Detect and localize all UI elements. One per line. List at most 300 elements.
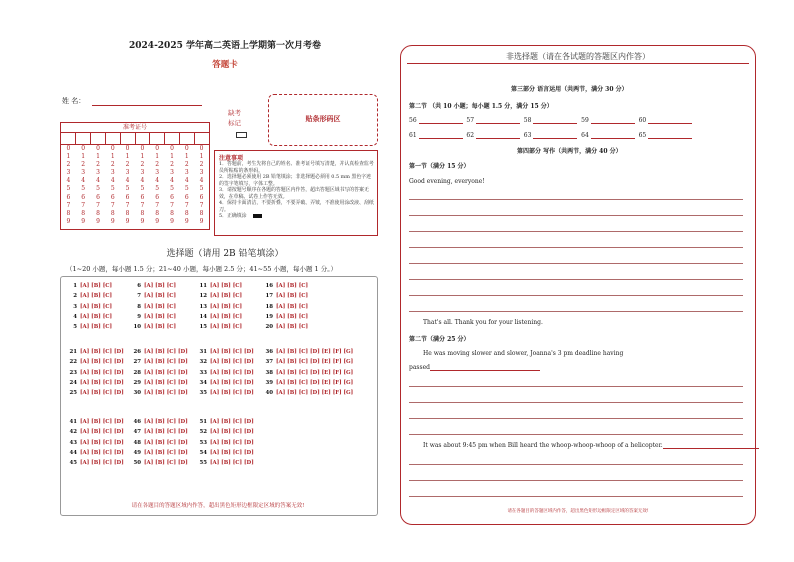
digit-bubble[interactable]: 7 (66, 201, 71, 209)
digit-bubble[interactable]: 8 (110, 209, 115, 217)
digit-bubble[interactable]: 1 (96, 153, 100, 161)
digit-box[interactable] (61, 132, 76, 144)
option-bubbles[interactable]: [A] [B] [C] [D] (210, 429, 254, 436)
digit-box[interactable] (76, 132, 91, 144)
digit-bubble[interactable]: 0 (170, 145, 174, 152)
digit-bubble[interactable]: 3 (125, 169, 130, 177)
option-bubbles[interactable]: [A] [B] [C] (210, 303, 243, 310)
digit-bubble[interactable]: 1 (66, 153, 71, 161)
question-number: 33 (199, 369, 207, 376)
blank-65[interactable] (648, 131, 692, 139)
filled-bubble-icon (253, 214, 262, 218)
digit-bubble[interactable]: 1 (184, 153, 189, 161)
question-item[interactable] (67, 283, 112, 289)
question-item[interactable] (263, 380, 353, 386)
question-item[interactable] (197, 293, 242, 299)
blank-58[interactable] (533, 116, 577, 124)
question-item[interactable] (263, 293, 308, 299)
option-bubbles[interactable]: [A] [B] [C] (210, 324, 243, 331)
option-bubbles[interactable]: [A] [B] [C] [D] (144, 359, 188, 366)
option-bubbles[interactable]: [A] [B] [C] (276, 283, 309, 289)
digit-bubble[interactable]: 2 (140, 161, 145, 169)
digit-bubble[interactable]: 3 (184, 169, 189, 177)
digit-bubble[interactable]: 1 (170, 153, 174, 161)
digit-bubble[interactable]: 4 (81, 177, 86, 185)
digit-box[interactable] (180, 132, 195, 144)
option-bubbles[interactable]: [A] [B] [C] [D] (144, 379, 188, 386)
question-item[interactable] (131, 304, 176, 310)
digit-bubble[interactable]: 4 (66, 177, 71, 185)
option-bubbles[interactable]: [A] [B] [C] [D] [E] [F] [G] (276, 359, 354, 366)
question-item[interactable] (263, 324, 308, 330)
question-number: 10 (133, 324, 141, 331)
digit-bubble[interactable]: 1 (155, 153, 160, 161)
option-bubbles[interactable]: [A] [B] [C] [D] (144, 460, 188, 467)
digit-bubble[interactable]: 1 (110, 153, 115, 161)
writing-blank[interactable] (663, 442, 759, 449)
digit-bubble[interactable]: 0 (66, 145, 71, 152)
digit-bubble[interactable]: 9 (199, 217, 204, 225)
digit-bubble[interactable]: 1 (140, 153, 145, 161)
digit-box[interactable] (136, 132, 151, 144)
choice-section-subtitle: （1~20 小题，每小题 1.5 分；21~40 小题，每小题 2.5 分；41~55 小题，每小题 1 分。） (66, 265, 337, 273)
digit-bubble[interactable]: 6 (125, 193, 130, 201)
option-bubbles[interactable]: [A] [B] [C] (144, 303, 177, 310)
digit-bubble[interactable]: 9 (81, 217, 86, 225)
writing-line[interactable] (409, 247, 743, 248)
option-bubbles[interactable]: [A] [B] [C] (80, 283, 113, 289)
writing-line[interactable] (409, 496, 743, 497)
digit-bubble[interactable]: 7 (110, 201, 115, 209)
option-bubbles[interactable]: [A] [B] [C] [D] (210, 439, 254, 446)
digit-bubble[interactable]: 4 (96, 177, 100, 185)
option-bubbles[interactable]: [A] [B] [C] [D] (210, 349, 254, 355)
writing1-heading: 第一节（满分 15 分） (409, 163, 470, 170)
question-number: 18 (265, 303, 273, 310)
question-item[interactable] (67, 450, 124, 456)
option-bubbles[interactable]: [A] [B] [C] [D] (144, 390, 188, 397)
option-bubbles[interactable]: [A] [B] [C] (210, 293, 243, 300)
digit-bubble[interactable]: 2 (125, 161, 130, 169)
digit-bubble[interactable]: 7 (155, 201, 160, 209)
option-bubbles[interactable]: [A] [B] [C] [D] (80, 390, 124, 397)
option-bubbles[interactable]: [A] [B] [C] (144, 324, 177, 331)
option-bubbles[interactable]: [A] [B] [C] [D] (80, 460, 124, 467)
question-number: 54 (199, 449, 207, 456)
digit-box[interactable] (91, 132, 106, 144)
option-bubbles[interactable]: [A] [B] [C] (80, 313, 113, 320)
digit-bubble[interactable]: 4 (140, 177, 145, 185)
digit-bubble[interactable]: 5 (66, 185, 71, 193)
option-bubbles[interactable]: [A] [B] [C] [D] (210, 449, 254, 456)
question-item[interactable] (67, 370, 124, 376)
question-number: 28 (133, 369, 141, 376)
question-number: 55 (199, 460, 207, 467)
question-number: 3 (73, 303, 77, 310)
digit-bubble[interactable]: 0 (125, 145, 130, 152)
question-item[interactable] (67, 324, 112, 330)
option-bubbles[interactable]: [A] [B] [C] (276, 293, 309, 300)
option-bubbles[interactable]: [A] [B] [C] [D] (144, 429, 188, 436)
question-number: 47 (133, 429, 141, 436)
option-bubbles[interactable]: [A] [B] [C] [D] [E] [F] [G] (276, 379, 354, 386)
digit-bubble[interactable]: 3 (199, 169, 204, 177)
digit-bubble[interactable]: 9 (140, 217, 145, 225)
question-item[interactable] (197, 304, 242, 310)
digit-bubble[interactable]: 6 (81, 193, 86, 201)
digit-box[interactable] (106, 132, 121, 144)
digit-bubble[interactable]: 0 (199, 145, 204, 152)
question-item[interactable] (197, 440, 254, 446)
fill-example: 5．正确填涂 (219, 213, 374, 220)
writing-line[interactable] (409, 418, 743, 419)
digit-column (165, 145, 180, 226)
option-bubbles[interactable]: [A] [B] [C] (80, 303, 113, 310)
question-item[interactable] (131, 359, 188, 365)
writing-line[interactable] (409, 480, 743, 481)
question-number: 9 (137, 313, 141, 320)
digit-bubble[interactable]: 8 (66, 209, 71, 217)
digit-bubble[interactable]: 6 (66, 193, 71, 201)
digit-bubble[interactable]: 3 (96, 169, 100, 177)
blank-56[interactable] (419, 116, 463, 124)
question-item[interactable] (67, 349, 124, 355)
blank-59[interactable] (591, 116, 635, 124)
digit-bubble[interactable]: 7 (125, 201, 130, 209)
writing-line[interactable] (409, 295, 743, 296)
digit-bubble[interactable]: 6 (170, 193, 174, 201)
writing-blank[interactable] (430, 364, 540, 371)
digit-bubble[interactable]: 9 (66, 217, 71, 225)
digit-bubble[interactable]: 5 (125, 185, 130, 193)
option-bubbles[interactable]: [A] [B] [C] [D] (80, 349, 124, 355)
option-bubbles[interactable]: [A] [B] [C] [D] (80, 359, 124, 366)
digit-bubble[interactable]: 7 (81, 201, 86, 209)
question-number: 52 (199, 429, 207, 436)
answer-sheet-label: 答题卡 (212, 60, 238, 70)
digit-column (105, 145, 120, 226)
digit-bubble[interactable]: 5 (140, 185, 145, 193)
question-item[interactable] (131, 324, 176, 330)
question-item[interactable] (67, 440, 124, 446)
digit-bubble[interactable]: 7 (184, 201, 189, 209)
question-item[interactable] (131, 314, 176, 320)
question-item[interactable] (131, 349, 188, 355)
question-item[interactable] (197, 349, 254, 355)
name-line[interactable] (92, 105, 202, 106)
digit-bubble[interactable]: 9 (125, 217, 130, 225)
digit-bubble[interactable]: 6 (140, 193, 145, 201)
digit-bubble[interactable]: 6 (96, 193, 100, 201)
digit-bubble[interactable]: 1 (81, 153, 86, 161)
digit-bubble[interactable]: 9 (155, 217, 160, 225)
question-item[interactable] (197, 460, 254, 466)
writing2-para2: It was about 9:45 pm when Bill heard the whoop-whoop-whoop of a helicopter. (423, 442, 759, 449)
question-item[interactable] (131, 450, 188, 456)
question-item[interactable] (67, 380, 124, 386)
writing-line[interactable] (409, 231, 743, 232)
digit-bubble[interactable]: 4 (155, 177, 160, 185)
choice-footer: 请在各题目的答题区域内作答，超出黑色矩形边框限定区域的答案无效! (131, 503, 305, 509)
notice-title: 注意事项 (219, 155, 244, 162)
digit-bubble[interactable]: 7 (199, 201, 204, 209)
question-item[interactable] (67, 460, 124, 466)
digit-bubble[interactable]: 0 (110, 145, 115, 152)
option-bubbles[interactable]: [A] [B] [C] [D] (210, 359, 254, 366)
digit-bubble[interactable]: 8 (81, 209, 86, 217)
option-bubbles[interactable]: [A] [B] [C] [D] (80, 419, 124, 425)
question-item[interactable] (263, 390, 353, 396)
option-bubbles[interactable]: [A] [B] [C] [D] (210, 460, 254, 467)
question-item[interactable] (263, 370, 353, 376)
writing2-para1-cont: passed (409, 364, 540, 371)
digit-bubble[interactable]: 8 (199, 209, 204, 217)
digit-bubble[interactable]: 0 (96, 145, 100, 152)
divider (407, 63, 749, 64)
digit-bubble[interactable]: 8 (96, 209, 100, 217)
digit-bubble[interactable]: 9 (184, 217, 189, 225)
digit-column (76, 145, 91, 226)
option-bubbles[interactable]: [A] [B] [C] [D] [E] [F] [G] (276, 349, 354, 355)
blank-63[interactable] (533, 131, 577, 139)
digit-bubble[interactable]: 9 (110, 217, 115, 225)
digit-bubble[interactable]: 0 (81, 145, 86, 152)
question-item[interactable] (67, 419, 124, 425)
non-choice-panel (400, 45, 756, 525)
option-bubbles[interactable]: [A] [B] [C] [D] (80, 449, 124, 456)
digit-bubble[interactable]: 8 (155, 209, 160, 217)
blank-62[interactable] (476, 131, 520, 139)
digit-bubble[interactable]: 5 (155, 185, 160, 193)
option-bubbles[interactable]: [A] [B] [C] [D] (80, 379, 124, 386)
digit-bubble[interactable]: 3 (66, 169, 71, 177)
barcode-area (268, 94, 378, 146)
digit-column (179, 145, 194, 226)
digit-bubble[interactable]: 4 (184, 177, 189, 185)
absent-mark-label: 缺考 标记 (228, 109, 241, 127)
option-bubbles[interactable]: [A] [B] [C] (210, 283, 243, 289)
option-bubbles[interactable]: [A] [B] [C] (80, 293, 113, 300)
digit-bubble[interactable]: 6 (184, 193, 189, 201)
digit-bubble[interactable]: 4 (170, 177, 174, 185)
blank-60[interactable] (648, 116, 692, 124)
digit-bubble[interactable]: 9 (96, 217, 100, 225)
digit-bubble[interactable]: 5 (96, 185, 100, 193)
digit-bubble[interactable]: 1 (199, 153, 204, 161)
option-bubbles[interactable]: [A] [B] [C] (276, 303, 309, 310)
digit-bubble[interactable]: 5 (184, 185, 189, 193)
digit-bubble[interactable]: 3 (110, 169, 115, 177)
writing-line[interactable] (409, 215, 743, 216)
digit-bubble[interactable]: 7 (140, 201, 145, 209)
digit-bubble[interactable]: 6 (199, 193, 204, 201)
option-bubbles[interactable]: [A] [B] [C] (144, 293, 177, 300)
barcode-label: 贴条形码区 (305, 114, 341, 123)
option-bubbles[interactable]: [A] [B] [C] (144, 313, 177, 320)
admission-number-grid (60, 122, 210, 230)
question-item[interactable] (197, 370, 254, 376)
digit-bubble[interactable]: 5 (81, 185, 86, 193)
absent-mark-box[interactable] (236, 132, 247, 138)
non-choice-footer: 请在各题目的答题区域内作答，超出黑色矩形边框限定区域的答案无效! (507, 509, 649, 514)
part3-sec2-heading: 第二节 （共 10 小题；每小题 1.5 分，满分 15 分） (409, 103, 553, 110)
digit-bubble[interactable]: 2 (96, 161, 100, 169)
question-item[interactable] (67, 359, 124, 365)
question-number: 46 (133, 419, 141, 425)
digit-bubble[interactable]: 2 (155, 161, 160, 169)
option-bubbles[interactable]: [A] [B] [C] (276, 313, 309, 320)
question-item[interactable] (197, 450, 254, 456)
digit-box[interactable] (165, 132, 180, 144)
question-item[interactable] (197, 314, 242, 320)
digit-bubble[interactable]: 3 (170, 169, 174, 177)
digit-box[interactable] (150, 132, 165, 144)
option-bubbles[interactable]: [A] [B] [C] [D] (80, 439, 124, 446)
question-number: 13 (199, 303, 207, 310)
question-item[interactable] (131, 390, 188, 396)
option-bubbles[interactable]: [A] [B] [C] [D] (210, 369, 254, 376)
choice-answer-box (60, 276, 378, 516)
digit-bubble[interactable]: 1 (125, 153, 130, 161)
question-number: 34 (199, 379, 207, 386)
digit-bubble[interactable]: 2 (170, 161, 174, 169)
writing-line[interactable] (409, 263, 743, 264)
writing-line[interactable] (409, 434, 743, 435)
writing-line[interactable] (409, 199, 743, 200)
question-item[interactable] (67, 429, 124, 435)
digit-bubble[interactable]: 6 (155, 193, 160, 201)
digit-bubble[interactable]: 6 (110, 193, 115, 201)
question-item[interactable] (197, 283, 242, 289)
digit-bubble[interactable]: 7 (96, 201, 100, 209)
digit-bubble[interactable]: 5 (110, 185, 115, 193)
question-item[interactable] (197, 419, 254, 425)
question-item[interactable] (197, 380, 254, 386)
option-bubbles[interactable]: [A] [B] [C] [D] (210, 390, 254, 397)
digit-bubble[interactable]: 4 (199, 177, 204, 185)
question-item[interactable] (131, 293, 176, 299)
option-bubbles[interactable]: [A] [B] [C] [D] (144, 449, 188, 456)
digit-bubble[interactable]: 3 (81, 169, 86, 177)
question-number: 51 (199, 419, 207, 425)
digit-bubble[interactable]: 9 (170, 217, 174, 225)
question-item[interactable] (197, 390, 254, 396)
writing-line[interactable] (409, 279, 743, 280)
option-bubbles[interactable]: [A] [B] [C] [D] (144, 439, 188, 446)
writing-line[interactable] (409, 402, 743, 403)
option-bubbles[interactable]: [A] [B] [C] [D] (80, 429, 124, 436)
option-bubbles[interactable]: [A] [B] [C] [D] (210, 379, 254, 386)
question-item[interactable] (67, 390, 124, 396)
question-item[interactable] (131, 283, 176, 289)
digit-bubble[interactable]: 2 (199, 161, 204, 169)
question-item[interactable] (67, 304, 112, 310)
blank-64[interactable] (591, 131, 635, 139)
digit-bubble[interactable]: 4 (125, 177, 130, 185)
option-bubbles[interactable]: [A] [B] [C] [D] [E] [F] [G] (276, 369, 354, 376)
question-number: 42 (69, 429, 77, 436)
digit-bubble[interactable]: 8 (170, 209, 174, 217)
digit-bubble[interactable]: 3 (140, 169, 145, 177)
digit-bubble[interactable]: 7 (170, 201, 174, 209)
digit-bubble[interactable]: 0 (155, 145, 160, 152)
question-item[interactable] (131, 419, 188, 425)
question-item[interactable] (263, 304, 308, 310)
question-item[interactable] (67, 314, 112, 320)
option-bubbles[interactable]: [A] [B] [C] [D] (210, 419, 254, 425)
question-number: 8 (137, 303, 141, 310)
digit-box[interactable] (195, 132, 209, 144)
option-bubbles[interactable]: [A] [B] [C] [D] (144, 419, 188, 425)
question-number: 7 (137, 293, 141, 300)
question-number: 39 (265, 379, 273, 386)
digit-bubble[interactable]: 2 (110, 161, 115, 169)
question-item[interactable] (131, 460, 188, 466)
digit-bubble[interactable]: 8 (140, 209, 145, 217)
digit-bubble[interactable]: 8 (184, 209, 189, 217)
option-bubbles[interactable]: [A] [B] [C] (80, 324, 113, 331)
question-number: 19 (265, 313, 273, 320)
writing-line[interactable] (409, 464, 743, 465)
question-number: 4 (73, 313, 77, 320)
question-item[interactable] (197, 324, 242, 330)
question-number: 6 (137, 283, 141, 289)
question-item[interactable] (67, 293, 112, 299)
option-bubbles[interactable]: [A] [B] [C] [D] (80, 369, 124, 376)
digit-box[interactable] (121, 132, 136, 144)
digit-bubble[interactable]: 2 (66, 161, 71, 169)
blank-61[interactable] (419, 131, 463, 139)
blanks-row-1: 56 57 58 59 60 (409, 116, 692, 124)
option-bubbles[interactable]: [A] [B] [C] [D] [E] [F] [G] (276, 390, 354, 397)
digit-bubble[interactable]: 0 (184, 145, 189, 152)
question-item[interactable] (131, 429, 188, 435)
question-item[interactable] (263, 359, 353, 365)
question-item[interactable] (131, 380, 188, 386)
blank-57[interactable] (476, 116, 520, 124)
question-number: 14 (199, 313, 207, 320)
question-item[interactable] (197, 359, 254, 365)
digit-bubble[interactable]: 3 (155, 169, 160, 177)
digit-bubble[interactable]: 4 (110, 177, 115, 185)
digit-bubble[interactable]: 2 (184, 161, 189, 169)
digit-bubble[interactable]: 5 (199, 185, 204, 193)
digit-bubble[interactable]: 5 (170, 185, 174, 193)
digit-column (61, 145, 76, 226)
digit-column (150, 145, 165, 226)
digit-bubble[interactable]: 8 (125, 209, 130, 217)
question-item[interactable] (131, 440, 188, 446)
option-bubbles[interactable]: [A] [B] [C] (210, 313, 243, 320)
question-number: 15 (199, 324, 207, 331)
question-item[interactable] (263, 314, 308, 320)
option-bubbles[interactable]: [A] [B] [C] [D] (144, 369, 188, 376)
option-bubbles[interactable]: [A] [B] [C] (276, 324, 309, 331)
writing2-heading: 第二节（满分 25 分） (409, 336, 470, 343)
writing-line[interactable] (409, 311, 743, 312)
question-number: 40 (265, 390, 273, 397)
writing-line[interactable] (409, 386, 743, 387)
question-item[interactable] (263, 283, 308, 289)
question-item[interactable] (263, 349, 353, 355)
option-bubbles[interactable]: [A] [B] [C] [D] (144, 349, 188, 355)
question-item[interactable] (131, 370, 188, 376)
question-item[interactable] (197, 429, 254, 435)
digit-bubble[interactable]: 2 (81, 161, 86, 169)
option-bubbles[interactable]: [A] [B] [C] (144, 283, 177, 289)
question-number: 36 (265, 349, 273, 355)
digit-bubble[interactable]: 0 (140, 145, 145, 152)
